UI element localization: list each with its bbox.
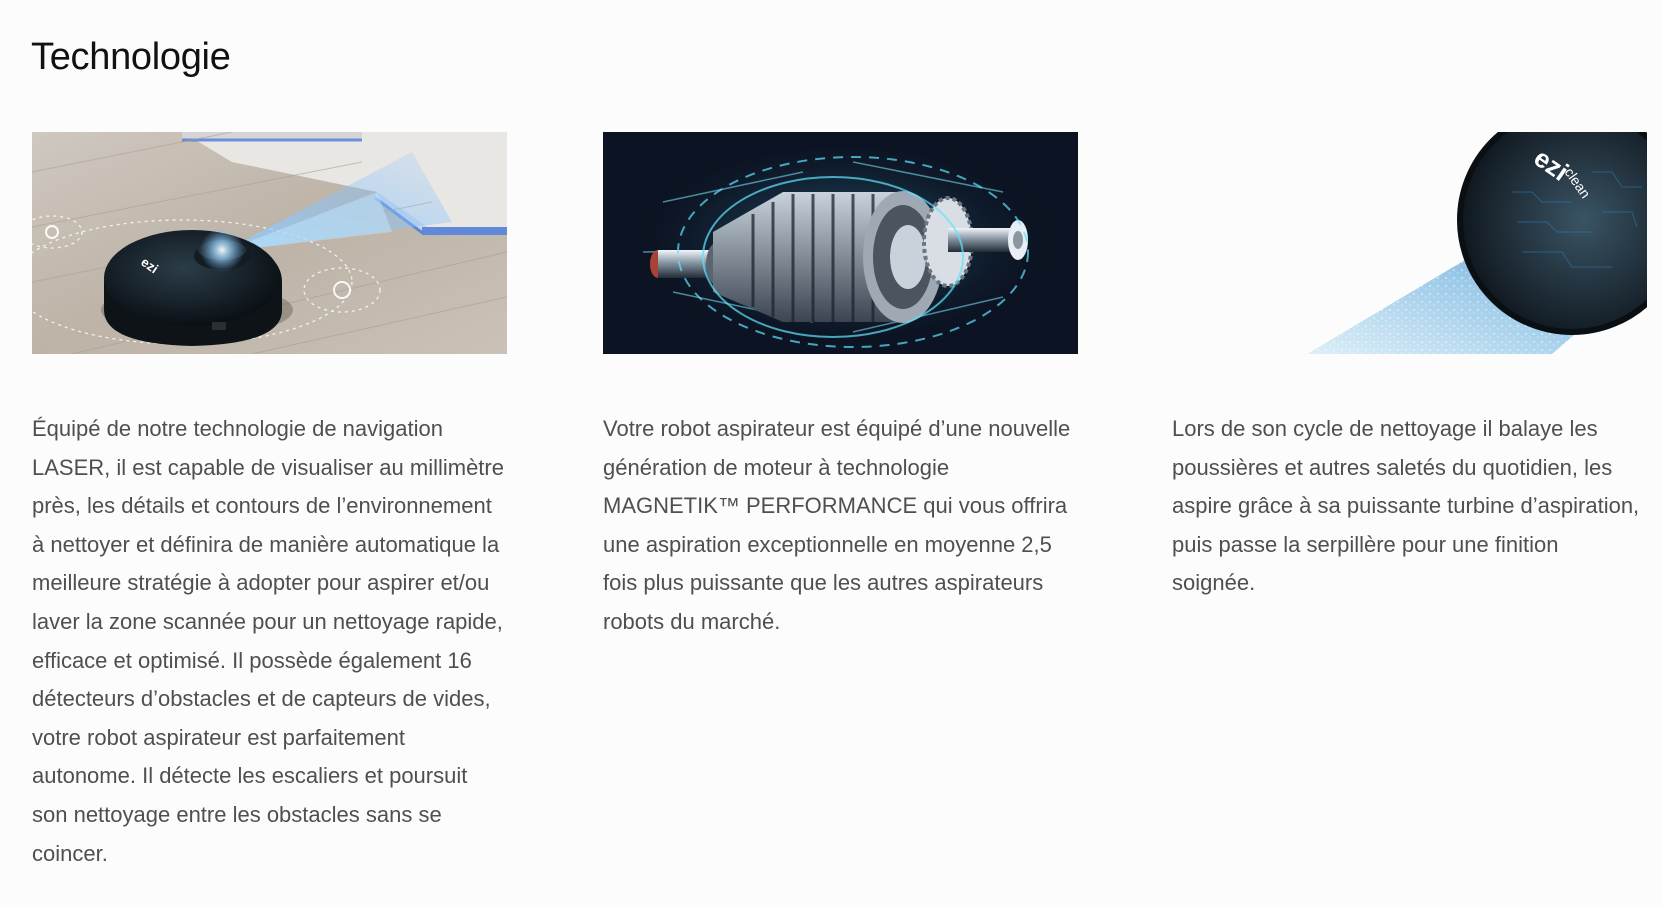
technology-card-motor: [603, 132, 1078, 634]
motor-description: Votre robot aspirateur est équipé d’une nouvelle génération de moteur à technologie MAGNETIK™ PERFORMANCE qui vous offrira une aspiration exceptionnelle en moyenne 2,5 fois plus puissante que les autres aspirateurs robots du marché.: [603, 416, 1071, 634]
technology-card-laser: [32, 132, 507, 866]
robot-cleaning-dust-image: [1172, 132, 1647, 354]
cleaning-description: Lors de son cycle de nettoyage il balaye les poussières et autres saletés du quotidien, les aspire grâce à sa puissante turbine d’aspiration, puis passe la serpillère pour une finition soignée.: [1172, 416, 1640, 596]
robot-brand-logo: ezi: [1528, 142, 1575, 187]
robot-brand-logo: ezi: [138, 254, 162, 277]
laser-navigation-description: Équipé de notre technologie de navigation LASER, il est capable de visualiser au millimètre près, les détails et contours de l’environnement à nettoyer et définira de manière automatique la meilleure stratégie à adopter pour aspirer et/ou laver la zone scannée pour un nettoyage rapide, efficace et optimisé. Il possède également 16 détecteurs d’obstacles et de capteurs de vides, votre robot aspirateur est parfaitement autonome. Il détecte les escaliers et poursuit son nettoyage entre les obstacles sans se coincer.: [32, 416, 504, 866]
robot-laser-navigation-image: [32, 132, 507, 354]
robot-brand-sub-logo: clean: [1561, 164, 1594, 202]
magnetik-motor-image: [603, 132, 1078, 354]
technology-card-cleaning: [1172, 132, 1647, 596]
section-title: Technologie: [31, 36, 231, 78]
